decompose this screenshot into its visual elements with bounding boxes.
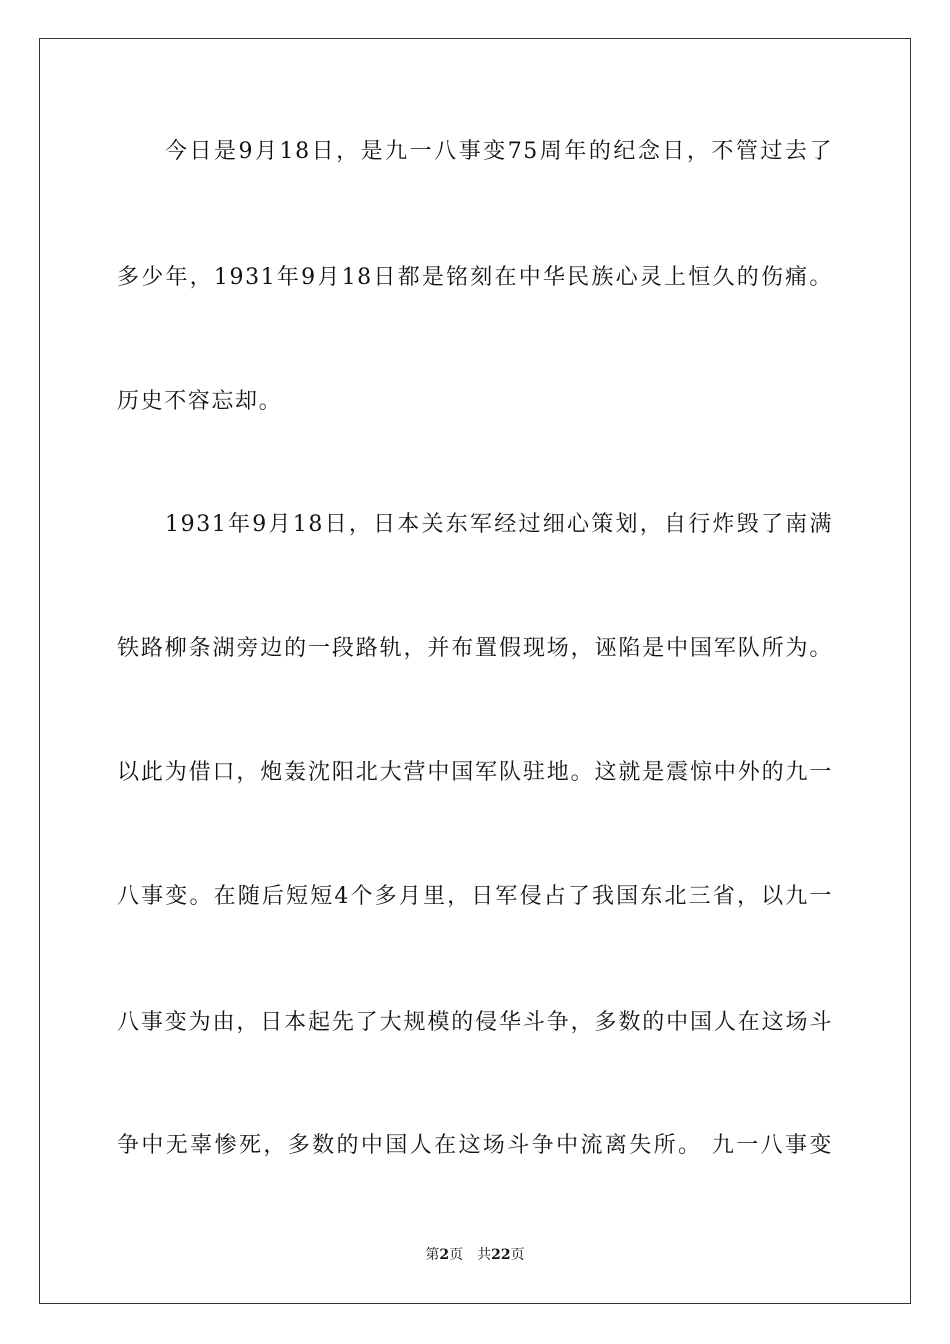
paragraph-2-line-1: 1931年9月18日，日本关东军经过细心策划，自行炸毁了南满	[165, 512, 833, 537]
paragraph-2-line-3: 以此为借口，炮轰沈阳北大营中国军队驻地。这就是震惊中外的九一	[117, 760, 833, 785]
paragraph-2-line-4: 八事变。在随后短短4个多月里，日军侵占了我国东北三省，以九一	[117, 884, 833, 909]
paragraph-2-line-2: 铁路柳条湖旁边的一段路轨，并布置假现场，诬陷是中国军队所为。	[117, 636, 833, 661]
paragraph-1-line-1: 今日是9月18日，是九一八事变75周年的纪念日，不管过去了	[165, 139, 833, 164]
current-page-number: 2	[439, 1247, 450, 1263]
paragraph-2-line-5: 八事变为由，日本起先了大规模的侵华斗争，多数的中国人在这场斗	[117, 1010, 833, 1035]
paragraph-1-line-3: 历史不容忘却。	[117, 389, 283, 414]
page-footer	[0, 1246, 950, 1264]
page-label-prefix: 第	[425, 1247, 440, 1263]
total-label-suffix: 页	[510, 1247, 525, 1263]
paragraph-2-line-6: 争中无辜惨死，多数的中国人在这场斗争中流离失所。 九一八事变	[117, 1133, 833, 1158]
page-border	[39, 38, 911, 1304]
total-page-count: 22	[491, 1247, 511, 1263]
page-label-suffix: 页	[449, 1247, 464, 1263]
total-label-prefix: 共	[477, 1247, 492, 1263]
paragraph-1-line-2: 多少年，1931年9月18日都是铭刻在中华民族心灵上恒久的伤痛。	[117, 265, 833, 290]
